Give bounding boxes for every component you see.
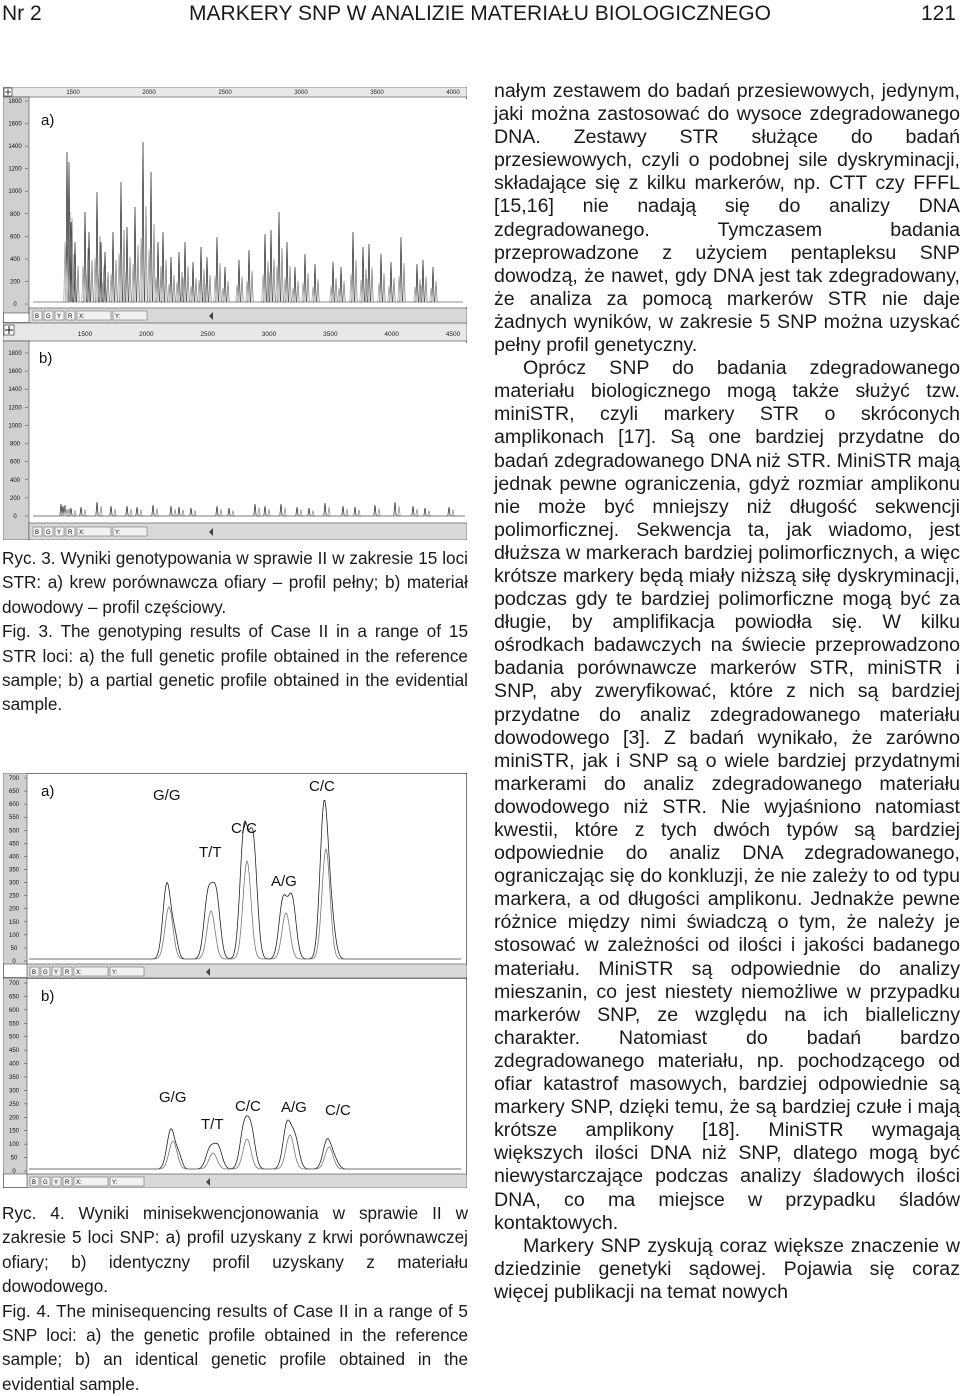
toolbar-label: Y: [112,1180,118,1186]
y-tick-label: 150 [8,919,20,926]
genotype-label: C/C [231,820,257,837]
y-tick-label: 300 [8,1088,20,1095]
x-tick-label: 2500 [218,90,232,96]
x-tick-label: 3000 [261,331,277,338]
panel-label: a) [41,783,55,800]
toolbar-label: G [43,970,48,976]
y-tick-label: 550 [8,815,20,822]
fig4-panel-a [3,773,467,978]
y-tick-label: 1600 [8,121,22,128]
paragraph-2: Oprócz SNP do badania zdegradowanego materiału biologicznego mogą także służyć tzw. miniSTR, czyli markery STR o skróconych amplikonach [17]. Są one bardziej przydatne do badań zdegradowanego DNA niż STR. MiniSTR mają jednak pewne ograniczenia, gdyż rozmiar amplikonu nie może być mniejszy niż długość sekwencji polimorficznej. Sekwencja ta, jak wiadomo, jest dłuższa w markerach bardziej polimorficznych, a więc krótsze markery będą miały niższą siłę dyskryminacji, podczas gdy te bardziej polimorficzne mogą być za długie, by amplifikacja powiodła się. W kilku ośrodkach badawczych na świecie przeprowadzono badania porównawcze markerów STR, miniSTR i SNP, aby zweryfikować, które z nich są bardziej przydatne do analiz zdegradowanego materiału dowodowego [3]. Z badań wynikało, że zarówno miniSTR, jak i SNP są o wiele bardziej przydatnymi markerami do analiz zdegradowanego materiału dowodowego niż STR. Nie wyjaśniono natomiast kwestii, które z tych dwóch typów są bardziej odpowiednie do analiz DNA zdegradowanego, ograniczając się do konkluzji, że nie zależy to od typu markera, a od długości amplikonu. Jednakże pewne różnice między nimi świadczą o tym, że należy je stosować w zależności od ilości i jakości badanego materiału. MiniSTR są odpowiednie do analizy mieszanin, co jest niestety niemożliwe w przypadku markerów SNP, ze względu na ich bialleliczny charakter. Natomiast do badań bardzo zdegradowanego materiału, np. pochodzącego od ofiar katastrof masowych, bardziej odpowiednie są markery SNP, dzięki temu, że są bardziej czułe i mają krótsze amplikony [18]. MiniSTR wymagają większych ilości DNA niż SNP, dlatego mogą być niewystarczające podczas analizy śladowych ilości DNA, co ma miejsce w przypadku śladów kontaktowych. [494,357,960,1234]
toolbar-label: X: [76,970,82,976]
y-tick-label: 1400 [8,144,22,151]
y-tick-label: 0 [12,959,16,965]
genotype-label: C/C [325,1102,351,1119]
x-tick-label: 2000 [142,90,156,96]
y-tick-label: 350 [8,867,20,874]
x-tick-label: 4000 [446,90,460,96]
y-tick-label: 200 [9,279,21,286]
x-tick-label: 3000 [294,90,308,96]
x-tick-label: 2500 [200,331,215,338]
fig3a-electropherogram [3,87,467,323]
toolbar-label: X: [79,530,85,536]
toolbar-label: Y: [112,970,118,976]
y-tick-label: 600 [9,234,21,241]
y-tick-label: 650 [8,994,20,1001]
fig3-caption [2,546,468,717]
genotype-label: C/C [309,778,335,795]
running-header [0,0,960,30]
toolbar-label: R [65,1180,70,1186]
y-tick-label: 450 [8,1048,20,1055]
toolbar-label: X: [79,314,85,320]
x-tick-label: 1500 [77,331,93,338]
y-tick-label: 50 [10,1155,18,1162]
y-tick-label: 600 [8,1007,20,1014]
journal-running-title: MARKERY SNP W ANALIZIE MATERIAŁU BIOLOGICZNEGO [189,2,771,25]
toolbar-label: Y: [115,530,121,536]
toolbar-label: G [46,314,51,320]
y-tick-label: 600 [9,459,21,466]
y-tick-label: 800 [9,441,21,448]
toolbar-label: G [46,530,51,536]
y-tick-label: 0 [13,514,17,520]
y-tick-label: 700 [8,981,20,987]
y-tick-label: 700 [8,776,20,782]
panel-label: a) [41,112,55,129]
y-tick-label: 1400 [8,387,22,394]
fig3-panel-b [3,323,467,540]
y-tick-label: 1200 [8,405,22,412]
y-tick-label: 650 [8,789,20,796]
y-tick-label: 400 [9,477,21,484]
y-tick-label: 150 [8,1128,20,1135]
x-tick-label: 3500 [370,90,384,96]
toolbar-label: Y [57,314,62,320]
paragraph-3: Markery SNP zyskują coraz większe znaczenie w dziedzinie genetyki sądowej. Pojawia się coraz więcej publikacji na temat nowych [494,1234,960,1303]
y-tick-label: 450 [8,841,20,848]
y-tick-label: 250 [8,893,20,900]
body-text-column [494,80,960,1304]
toolbar-label: B [35,314,40,320]
y-tick-label: 1800 [8,99,22,105]
y-tick-label: 400 [9,256,21,263]
y-tick-label: 1000 [8,423,22,430]
fig3-panel-a [3,87,467,323]
toolbar-label: Y: [115,314,121,320]
x-tick-label: 3500 [323,331,338,338]
toolbar-label: B [32,1180,37,1186]
x-tick-label: 4000 [384,331,399,338]
toolbar-label: Y [54,1180,59,1186]
issue-number: Nr 2 [2,2,42,25]
y-tick-label: 350 [8,1075,20,1081]
y-tick-label: 400 [8,1061,20,1068]
toolbar-label: R [65,970,70,976]
toolbar-label: B [35,530,40,536]
y-tick-label: 200 [9,495,21,502]
y-tick-label: 100 [8,1142,20,1149]
fig4-caption-pl: Ryc. 4. Wyniki minisekwencjonowania w sprawie II w zakresie 5 loci SNP: a) profil uzyskany z krwi porównawczej ofiary; b) identyczny profil uzyskany z materiału dowodowego. [2,1203,468,1297]
fig3-caption-en: Fig. 3. The genotyping results of Case II in a range of 15 STR loci: a) the full genetic profile obtained in the reference sample; b) a partial genetic profile obtained in the evidential sample. [2,621,468,715]
y-tick-label: 100 [8,932,20,939]
y-tick-label: 1000 [8,189,22,196]
x-tick-label: 2000 [139,331,154,338]
y-tick-label: 1800 [8,351,22,357]
y-tick-label: 0 [13,302,17,308]
genotype-label: G/G [153,787,181,804]
fig4-panel-b [3,978,467,1188]
y-tick-label: 250 [8,1101,20,1108]
toolbar-label: R [68,314,73,320]
page-number: 121 [920,2,956,25]
y-tick-label: 1600 [8,369,22,376]
panel-label: b) [39,350,53,367]
y-tick-label: 0 [12,1169,16,1175]
y-tick-label: 200 [8,1115,20,1122]
y-tick-label: 50 [10,945,18,952]
genotype-label: A/G [281,1099,307,1116]
genotype-label: T/T [201,1116,224,1133]
toolbar-label: B [32,970,37,976]
x-tick-label: 4500 [445,331,461,338]
y-tick-label: 300 [8,880,20,887]
fig3b-electropherogram [3,323,467,540]
panel-label: b) [41,988,55,1005]
toolbar-label: Y [57,530,62,536]
genotype-label: G/G [159,1089,187,1106]
y-tick-label: 500 [8,1034,20,1041]
fig4-caption-en: Fig. 4. The minisequencing results of Case II in a range of 5 SNP loci: a) the genetic profile obtained in the reference sample; b) an identical genetic profile obtained in the evidential sample. [2,1300,468,1394]
y-tick-label: 500 [8,828,20,835]
toolbar-label: Y [54,970,59,976]
toolbar-label: X: [76,1180,82,1186]
toolbar-label: R [68,530,73,536]
y-tick-label: 1200 [8,166,22,173]
y-tick-label: 600 [8,802,20,809]
fig4-caption [2,1201,468,1396]
fig4a-electropherogram [3,773,467,978]
genotype-label: A/G [271,873,297,890]
y-tick-label: 550 [8,1021,20,1028]
y-tick-label: 400 [8,854,20,861]
toolbar-label: G [43,1180,48,1186]
genotype-label: T/T [199,844,222,861]
y-tick-label: 200 [8,906,20,913]
fig4b-electropherogram [3,978,467,1188]
genotype-label: C/C [235,1098,261,1115]
y-tick-label: 800 [9,211,21,218]
fig3-caption-pl: Ryc. 3. Wyniki genotypowania w sprawie II w zakresie 15 loci STR: a) krew porównawcza ofiary – profil pełny; b) materiał dowodowy – profil częściowy. [2,548,468,617]
paragraph-1: nałym zestawem do badań przesiewowych, jedynym, jaki można zastosować do wysoce zdegradowanego DNA. Zestawy STR służące do badań przesiewowych, czyli o podobnej sile dyskryminacji, składające się z kilku markerów, np. CTT czy FFFL [15,16] nie nadają się do analizy DNA zdegradowanego. Tymczasem badania przeprowadzone z użyciem pentapleksu SNP dowodzą, że nawet, gdy DNA jest tak zdegradowany, że analiza za pomocą markerów STR nie daje żadnych wyników, w zakresie 5 SNP można uzyskać pełny profil genetyczny. [494,80,960,357]
x-tick-label: 1500 [66,90,80,96]
